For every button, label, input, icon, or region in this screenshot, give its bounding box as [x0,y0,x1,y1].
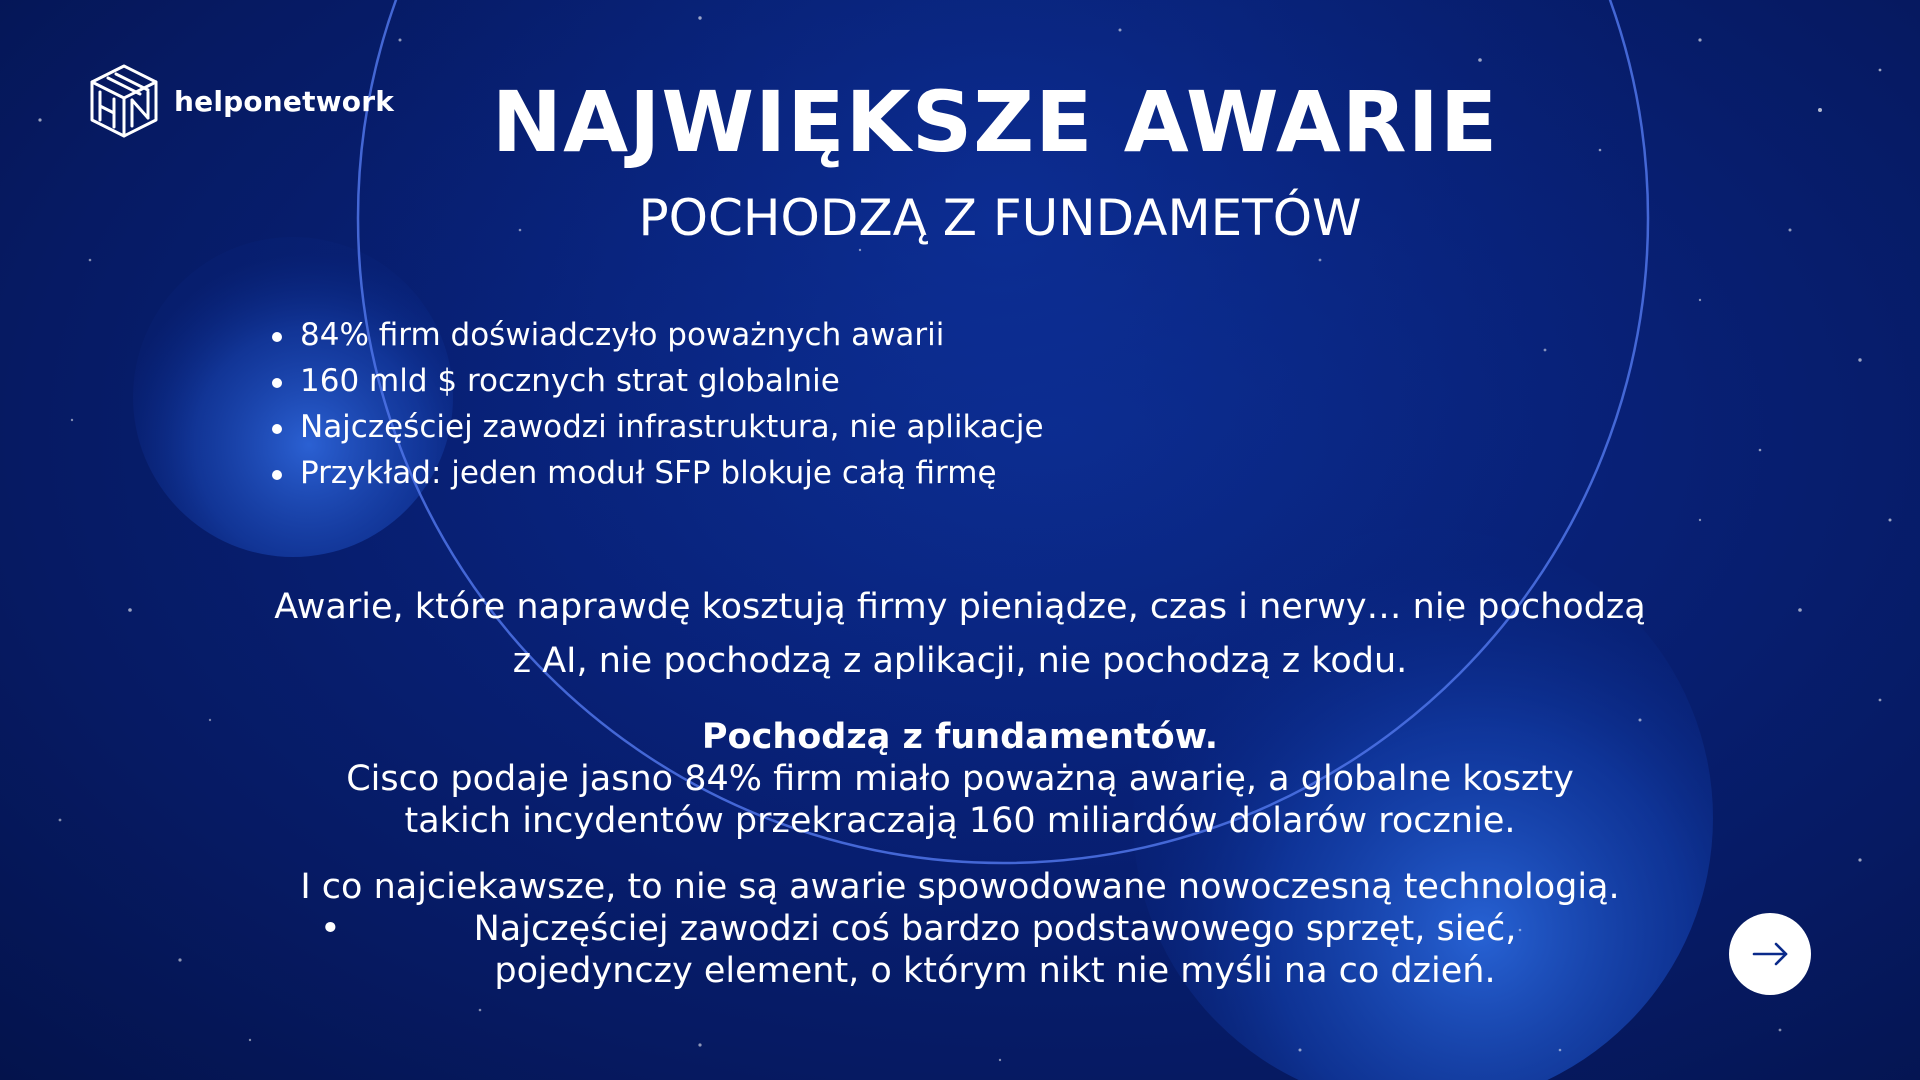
list-item: Najczęściej zawodzi infrastruktura, nie aplikacje [268,404,1044,450]
slide-title: NAJWIĘKSZE AWARIE [491,73,1499,171]
basic-failure-paragraph [310,908,1620,992]
list-item: 84% firm doświadczyło poważnych awarii [268,312,1044,358]
key-facts-list [268,312,1044,496]
list-item: 160 mld $ rocznych strat globalnie [268,358,1044,404]
bullet-dot: • [320,909,341,949]
basic-failure-text: Najczęściej zawodzi coś bardzo podstawowego sprzęt, sieć, pojedynczy element, o którym nikt nie myśli na co dzień. [473,909,1517,991]
slide-subtitle: POCHODZĄ Z FUNDAMETÓW [638,189,1362,247]
brand-name: helponetwork [174,84,395,118]
insight-paragraph: I co najciekawsze, to nie są awarie spowodowane nowoczesną technologią. [300,867,1620,907]
fundamentals-heading: Pochodzą z fundamentów. [701,717,1219,757]
intro-paragraph: Awarie, które naprawdę kosztują firmy pieniądze, czas i nerwy… nie pochodzą z AI, nie pochodzą z aplikacji, nie pochodzą z kodu. [274,587,1646,681]
next-slide-button[interactable] [1729,913,1811,995]
list-item: Przykład: jeden moduł SFP blokuje całą firmę [268,450,1044,496]
arrow-right-icon [1748,932,1792,976]
cisco-stat-paragraph: Cisco podaje jasno 84% firm miało poważną awarię, a globalne koszty takich incydentów przekraczają 160 miliardów dolarów rocznie. [346,759,1574,841]
